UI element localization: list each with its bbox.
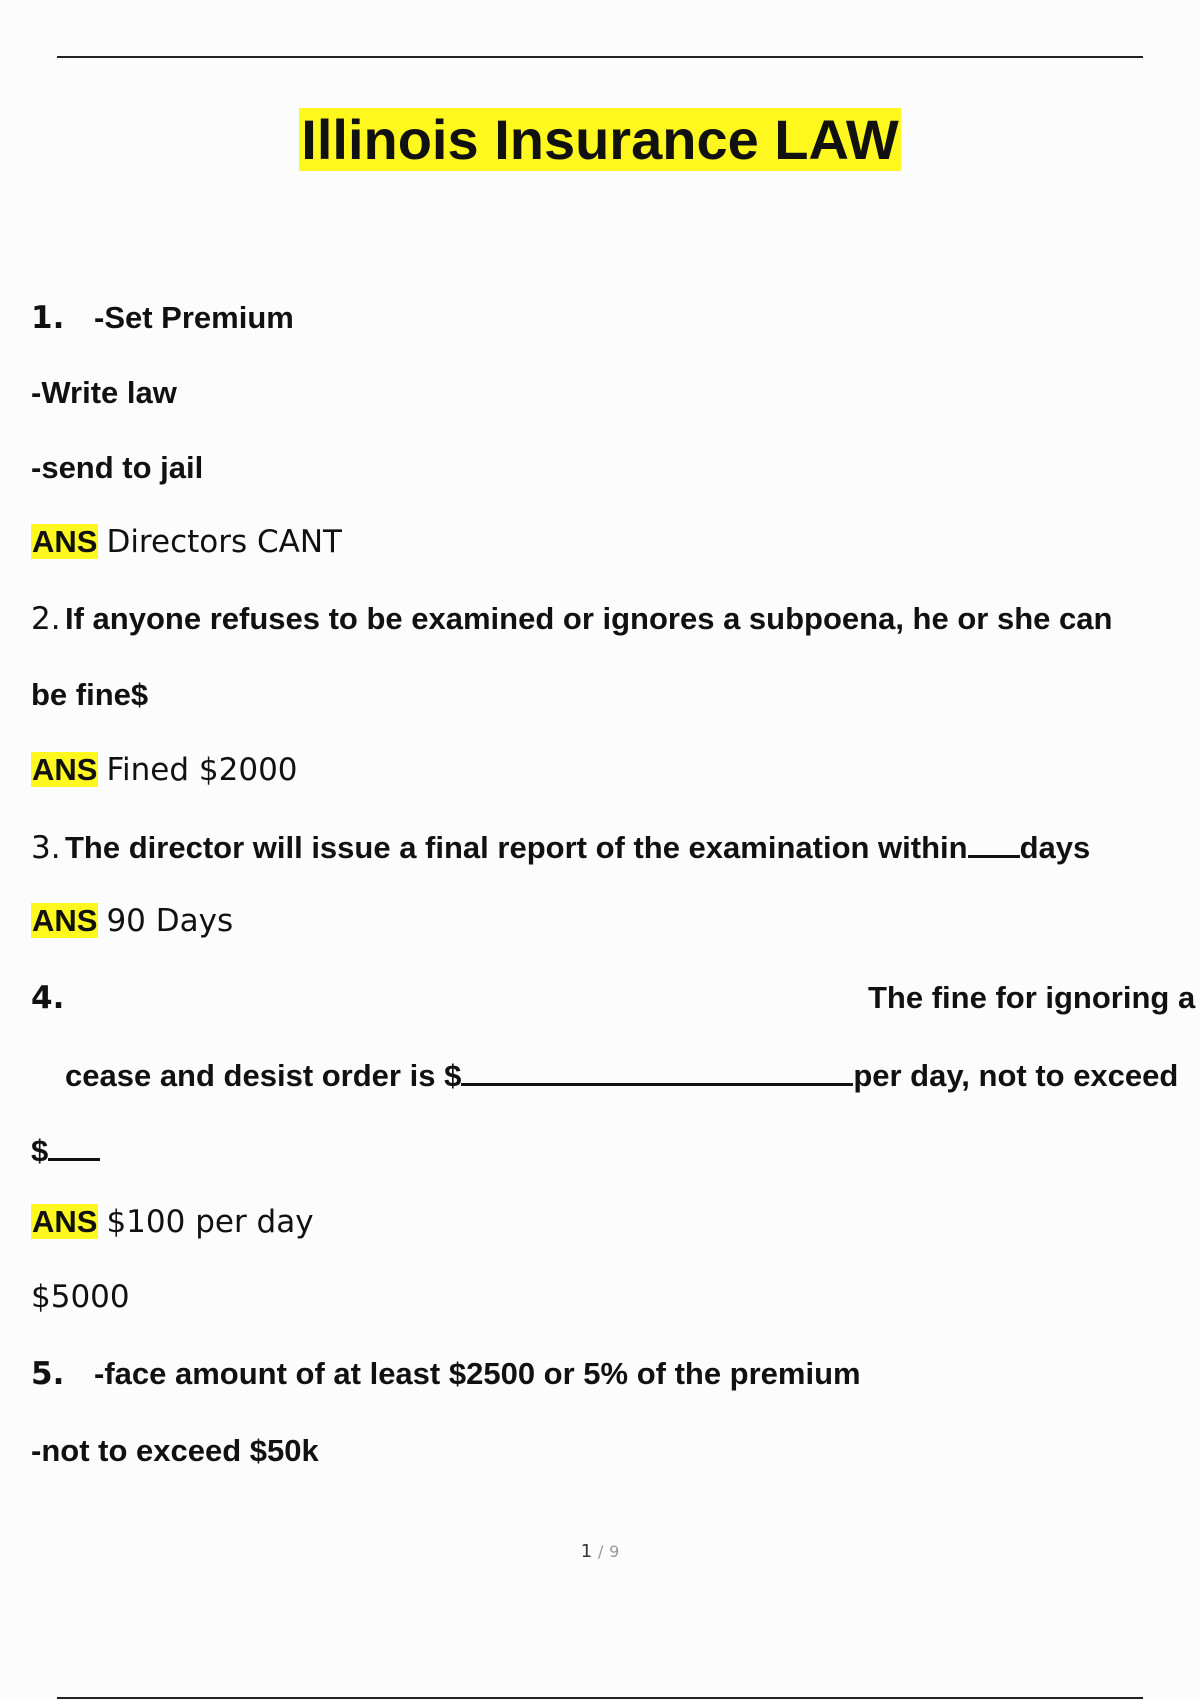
q3-text-after: days (1019, 830, 1091, 865)
q5-line-2 (31, 1433, 319, 1469)
q4-blank-1 (461, 1055, 853, 1086)
q3-ans-label: ANS (32, 903, 98, 938)
page-separator: / (597, 1542, 604, 1561)
q2-text-1: If anyone refuses to be examined or ignores a subpoena, he or she can (65, 601, 1113, 636)
q1-answer-text: Directors CANT (106, 524, 342, 560)
q1-answer (31, 524, 342, 560)
q1-ans-label: ANS (32, 524, 98, 559)
q4-line-1 (868, 980, 1195, 1016)
q4-answer-2 (31, 1279, 130, 1315)
q4-line-2 (65, 1055, 1178, 1094)
q3-text-before: The director will issue a final report of the examination within (65, 830, 968, 865)
q4-text-1: The fine for ignoring a (868, 980, 1196, 1015)
q4-number-line (31, 980, 94, 1016)
q4-answer (31, 1204, 314, 1240)
q3-blank (968, 827, 1020, 858)
q1-number: 1. (31, 300, 65, 336)
q5-number: 5. (31, 1356, 65, 1392)
q2-line-1 (31, 601, 1112, 637)
q1-line-2 (31, 375, 177, 411)
q4-number: 4. (31, 980, 65, 1016)
q5-text-1: -face amount of at least $2500 or 5% of the premium (94, 1356, 861, 1391)
q4-answer-text-1: $100 per day (106, 1204, 314, 1240)
q2-answer (31, 752, 298, 788)
q4-text-2-after: per day, not to exceed (853, 1058, 1179, 1093)
q3-answer-text: 90 Days (106, 903, 234, 939)
bottom-rule (57, 1697, 1143, 1699)
q1-line-3 (31, 450, 203, 486)
q1-text-3: -send to jail (31, 450, 204, 485)
page-title (0, 108, 1200, 172)
q4-text-3: $ (31, 1133, 49, 1168)
q4-line-3 (31, 1130, 100, 1169)
q3-answer (31, 903, 233, 939)
q4-ans-label: ANS (32, 1204, 98, 1239)
page-total: 9 (609, 1542, 620, 1561)
q2-ans-label: ANS (32, 752, 98, 787)
q2-number: 2. (31, 601, 61, 637)
q4-answer-text-2: $5000 (31, 1279, 130, 1315)
page-title-text: Illinois Insurance LAW (301, 108, 899, 171)
page-current: 1 (580, 1541, 593, 1562)
q3-number: 3. (31, 830, 61, 866)
top-rule (57, 56, 1143, 58)
q1-line-1 (31, 300, 294, 336)
q2-answer-text: Fined $2000 (106, 752, 298, 788)
q5-line-1 (31, 1356, 861, 1392)
q4-text-2-before: cease and desist order is $ (65, 1058, 462, 1093)
q3-line-1 (31, 827, 1090, 866)
q1-text-2: -Write law (31, 375, 177, 410)
q1-text-1: -Set Premium (94, 300, 294, 335)
page-indicator (0, 1541, 1200, 1562)
q2-text-2: be fine$ (31, 677, 149, 712)
q4-blank-2 (48, 1130, 100, 1161)
q2-line-2 (31, 677, 148, 713)
q5-text-2: -not to exceed $50k (31, 1433, 319, 1468)
